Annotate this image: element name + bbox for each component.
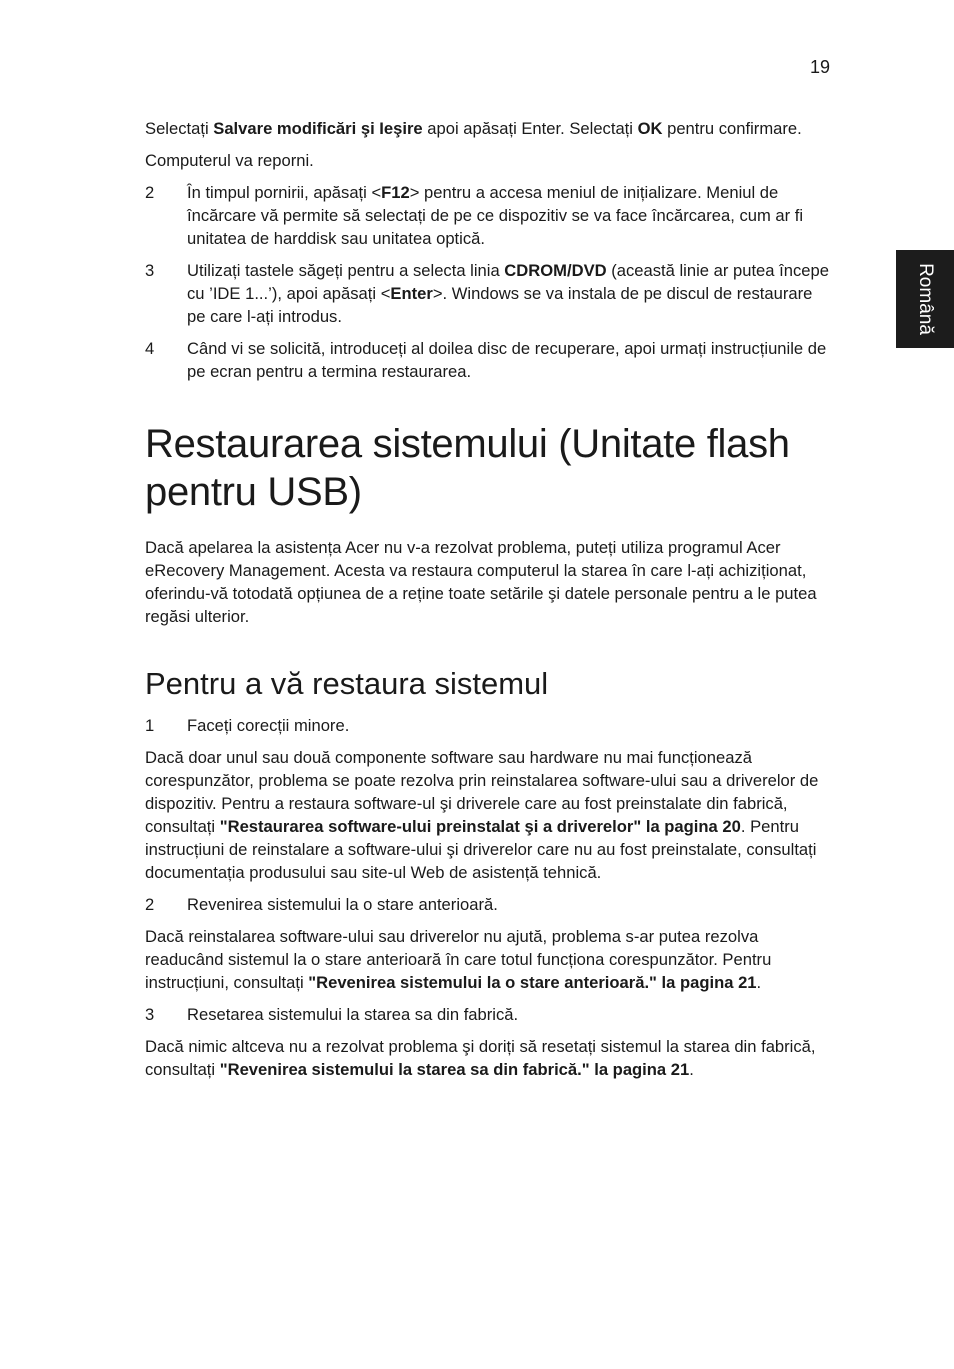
option-number: 2 — [145, 895, 155, 914]
cross-reference: "Revenirea sistemului la starea sa din fabrică." la pagina 21 — [219, 1060, 690, 1079]
option-number: 1 — [145, 716, 155, 735]
page-content — [145, 117, 835, 1081]
text: Utilizați tastele săgeți pentru a selecta linia — [187, 261, 505, 280]
section-intro-paragraph: Dacă apelarea la asistența Acer nu v-a rezolvat problema, puteți utiliza programul Acer eRecovery Management. Acesta va restaura computerul la starea în care l-ați achiziționat, oferindu-vă totodată opțiunea de a reține toate setările şi datele personale pentru a le putea regăsi ulterior. — [145, 538, 817, 626]
option-2 — [145, 893, 835, 916]
text: Selectați — [145, 119, 214, 138]
text: Când vi se solicită, introduceți al doilea disc de recuperare, apoi urmați instrucțiunile de pe ecran pentru a termina restaurarea. — [187, 339, 827, 381]
option-3-description — [145, 1035, 835, 1081]
option-1 — [145, 714, 835, 737]
text: În timpul pornirii, apăsați < — [187, 183, 382, 202]
text: . — [689, 1060, 694, 1079]
option-label: Revenirea sistemului la o stare anterioară. — [187, 895, 498, 914]
step-3 — [145, 259, 835, 328]
option-label: Resetarea sistemului la starea sa din fabrică. — [187, 1005, 519, 1024]
language-tab — [896, 250, 954, 348]
bold-text: F12 — [381, 183, 410, 202]
option-3 — [145, 1003, 835, 1026]
cross-reference: "Restaurarea software-ului preinstalat şi a driverelor" la pagina 20 — [219, 817, 741, 836]
language-tab-label: Română — [915, 263, 936, 335]
text: Dacă reinstalarea software-ului sau driverelor nu ajută, problema s-ar putea rezolva readucând sistemul la o stare anterioară în care totul funcționa corespunzător. Pentru instrucțiuni, consultați — [145, 927, 772, 992]
bold-text: OK — [637, 119, 663, 138]
step-2 — [145, 181, 835, 250]
option-label: Faceți corecții minore. — [187, 716, 350, 735]
text: > pentru a accesa meniul de inițializare. Meniul de încărcare vă permite să selectați de pe ce dispozitiv se va face încărcarea, cum ar fi unitatea de harddisk sau unitatea optică. — [187, 183, 804, 248]
step-number: 2 — [145, 183, 155, 202]
text: . — [756, 973, 762, 992]
page-number: 19 — [809, 57, 830, 77]
option-2-description — [145, 925, 835, 994]
option-number: 3 — [145, 1005, 155, 1024]
intro-paragraph-restart: Computerul va reporni. — [145, 151, 314, 170]
text: (această linie ar putea începe cu ’IDE 1...’), apoi apăsați < — [187, 261, 829, 303]
cross-reference: "Revenirea sistemului la o stare anterioară." la pagina 21 — [308, 973, 757, 992]
bold-text: Salvare modificări şi Ieşire — [213, 119, 423, 138]
text: apoi apăsați Enter. Selectați — [422, 119, 638, 138]
text: pentru confirmare. — [662, 119, 802, 138]
subsection-title: Pentru a vă restaura sistemul — [145, 666, 549, 701]
intro-paragraph-save — [145, 117, 835, 140]
text: Dacă doar unul sau două componente software sau hardware nu mai funcționează corespunzător, problema se poate rezolva prin reinstalarea software-ului sau a driverelor de dispozitiv. Pentru a restaura software-ul şi driverele care au fost preinstalate din fabrică, consultați — [145, 748, 819, 836]
step-4 — [145, 337, 835, 383]
bold-text: CDROM/DVD — [504, 261, 607, 280]
section-title: Restaurarea sistemului (Unitate flash pentru USB) — [145, 422, 790, 514]
bold-text: Enter — [390, 284, 433, 303]
text: Dacă nimic altceva nu a rezolvat problema şi doriți să resetați sistemul la starea din fabrică, consultați — [145, 1037, 816, 1079]
step-number: 4 — [145, 339, 155, 358]
text: . Pentru instrucțiuni de reinstalare a software-ului şi driverelor care nu au fost preinstalate, consultați documentația produsului sau site-ul Web de asistență tehnică. — [145, 817, 817, 882]
option-1-description — [145, 746, 835, 884]
text: >. Windows se va instala de pe discul de restaurare pe care l-ați introdus. — [187, 284, 813, 326]
step-number: 3 — [145, 261, 155, 280]
